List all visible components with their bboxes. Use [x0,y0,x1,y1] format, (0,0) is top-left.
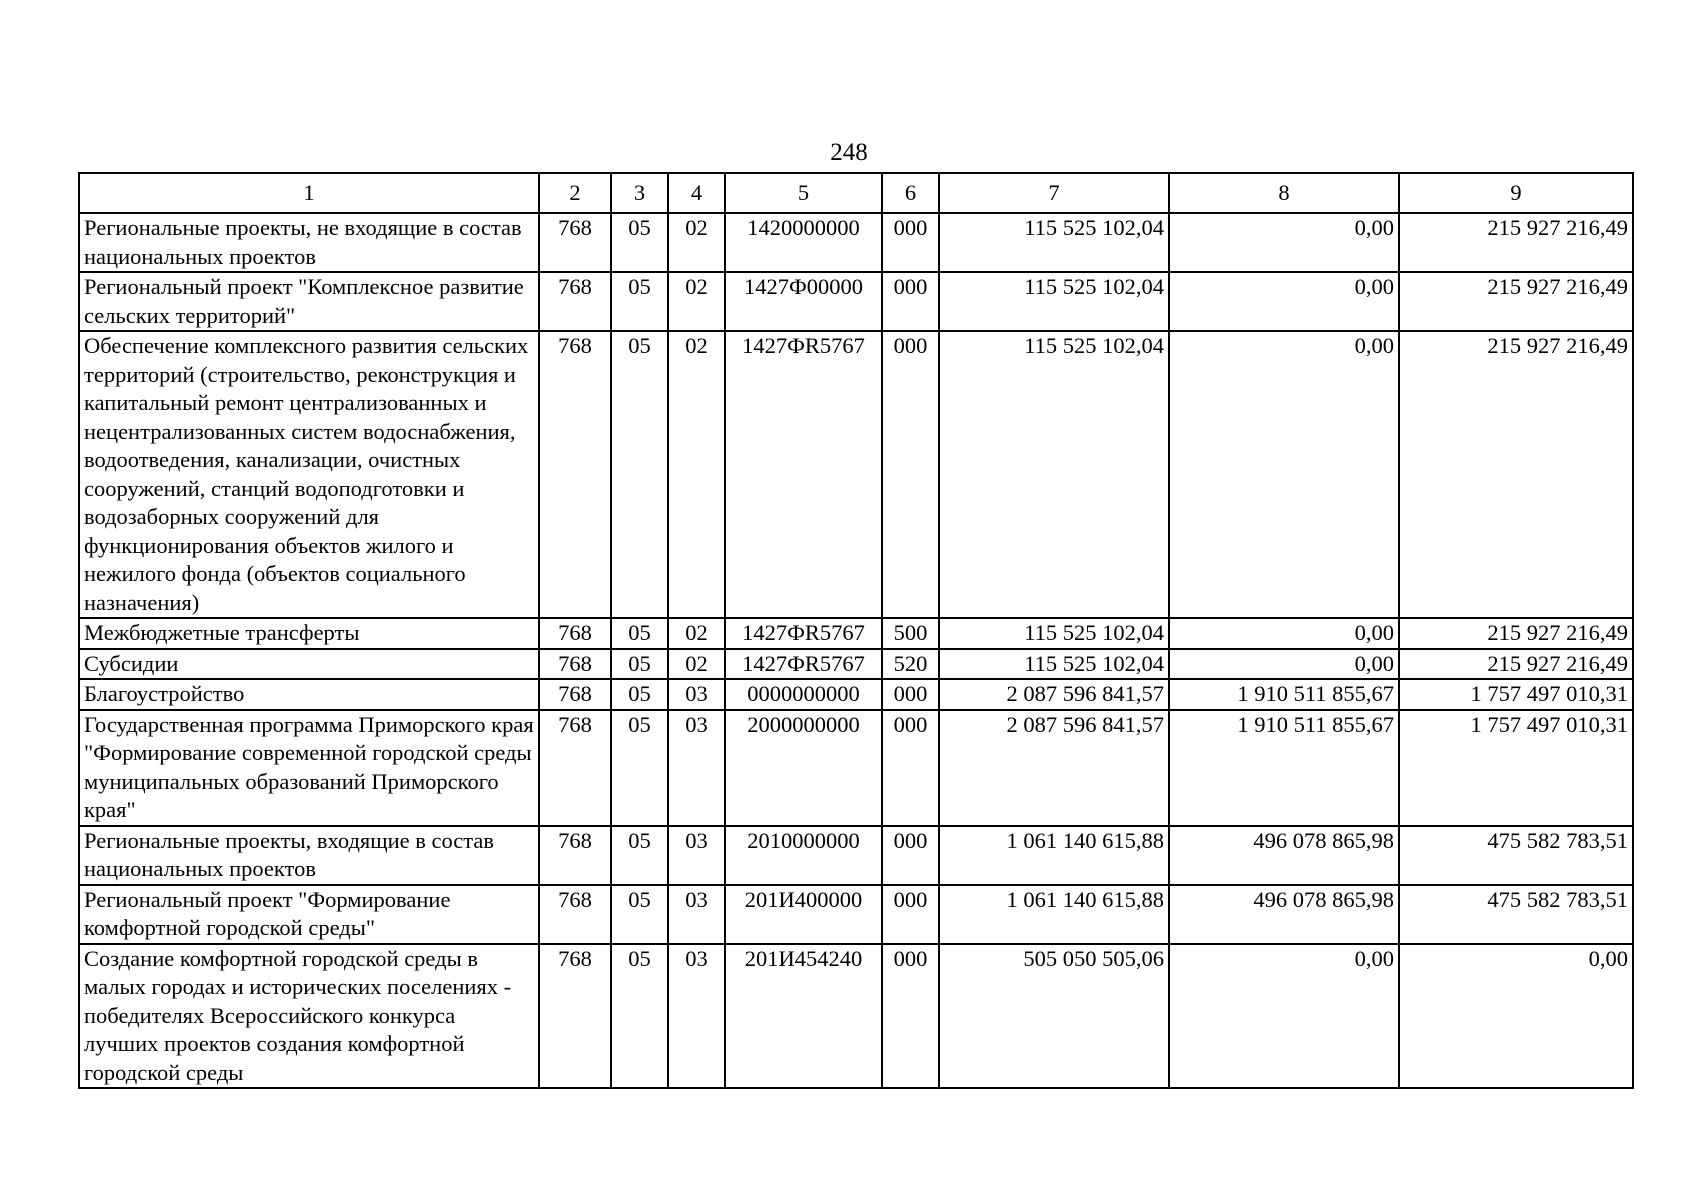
amount-cell: 0,00 [1169,213,1399,272]
code-cell: 1427ФR5767 [725,618,882,649]
amount-cell: 1 757 497 010,31 [1399,710,1633,826]
row-name: Региональный проект "Комплексное развитие сельских территорий" [79,272,539,331]
code-cell: 05 [611,944,668,1089]
code-cell: 1427ФR5767 [725,331,882,618]
code-cell: 500 [882,618,939,649]
amount-cell: 0,00 [1169,649,1399,680]
table-row [79,710,1633,826]
table-row [79,944,1633,1089]
code-cell: 02 [668,618,725,649]
code-cell: 05 [611,213,668,272]
code-cell: 000 [882,826,939,885]
row-name: Региональные проекты, не входящие в состав национальных проектов [79,213,539,272]
amount-cell: 115 525 102,04 [939,649,1169,680]
column-header: 2 [539,173,611,213]
table-row [79,826,1633,885]
column-header: 1 [79,173,539,213]
column-header: 3 [611,173,668,213]
amount-cell: 1 757 497 010,31 [1399,679,1633,710]
page-number: 248 [830,139,868,166]
column-header: 5 [725,173,882,213]
table-row [79,679,1633,710]
amount-cell: 1 910 511 855,67 [1169,679,1399,710]
code-cell: 05 [611,272,668,331]
amount-cell: 1 061 140 615,88 [939,885,1169,944]
row-name: Обеспечение комплексного развития сельских территорий (строительство, реконструкция и капитальный ремонт централизованных и нецентрализованных систем водоснабжения, водоотведения, канализации, очистных сооружений, станций водоподготовки и водозаборных сооружений для функционирования объектов жилого и нежилого фонда (объектов социального назначения) [79,331,539,618]
code-cell: 03 [668,710,725,826]
code-cell: 2010000000 [725,826,882,885]
row-name: Межбюджетные трансферты [79,618,539,649]
code-cell: 000 [882,272,939,331]
amount-cell: 0,00 [1169,272,1399,331]
table-row [79,331,1633,618]
code-cell: 2000000000 [725,710,882,826]
code-cell: 05 [611,331,668,618]
code-cell: 05 [611,710,668,826]
code-cell: 768 [539,944,611,1089]
budget-table [78,172,1634,1089]
code-cell: 05 [611,618,668,649]
table-row [79,885,1633,944]
code-cell: 201И400000 [725,885,882,944]
code-cell: 000 [882,710,939,826]
code-cell: 05 [611,826,668,885]
row-name: Субсидии [79,649,539,680]
code-cell: 768 [539,618,611,649]
amount-cell: 115 525 102,04 [939,272,1169,331]
column-header: 8 [1169,173,1399,213]
code-cell: 768 [539,213,611,272]
amount-cell: 2 087 596 841,57 [939,710,1169,826]
code-cell: 1427ФR5767 [725,649,882,680]
column-header: 6 [882,173,939,213]
code-cell: 02 [668,649,725,680]
code-cell: 02 [668,331,725,618]
code-cell: 768 [539,331,611,618]
code-cell: 03 [668,826,725,885]
code-cell: 05 [611,649,668,680]
code-cell: 768 [539,272,611,331]
code-cell: 0000000000 [725,679,882,710]
code-cell: 000 [882,885,939,944]
amount-cell: 115 525 102,04 [939,618,1169,649]
amount-cell: 0,00 [1169,331,1399,618]
code-cell: 1420000000 [725,213,882,272]
column-header: 4 [668,173,725,213]
row-name: Региональный проект "Формирование комфортной городской среды" [79,885,539,944]
amount-cell: 1 061 140 615,88 [939,826,1169,885]
row-name: Государственная программа Приморского края "Формирование современной городской среды муниципальных образований Приморского края" [79,710,539,826]
code-cell: 768 [539,885,611,944]
code-cell: 000 [882,213,939,272]
amount-cell: 496 078 865,98 [1169,885,1399,944]
code-cell: 000 [882,679,939,710]
column-header: 9 [1399,173,1633,213]
table-row [79,649,1633,680]
amount-cell: 115 525 102,04 [939,331,1169,618]
row-name: Создание комфортной городской среды в малых городах и исторических поселениях - победителях Всероссийского конкурса лучших проектов создания комфортной городской среды [79,944,539,1089]
code-cell: 03 [668,885,725,944]
amount-cell: 475 582 783,51 [1399,826,1633,885]
header-row [79,173,1633,213]
column-header: 7 [939,173,1169,213]
amount-cell: 215 927 216,49 [1399,618,1633,649]
amount-cell: 215 927 216,49 [1399,331,1633,618]
code-cell: 520 [882,649,939,680]
code-cell: 05 [611,885,668,944]
code-cell: 03 [668,679,725,710]
row-name: Региональные проекты, входящие в состав национальных проектов [79,826,539,885]
code-cell: 02 [668,272,725,331]
code-cell: 05 [611,679,668,710]
amount-cell: 115 525 102,04 [939,213,1169,272]
row-name: Благоустройство [79,679,539,710]
code-cell: 000 [882,331,939,618]
code-cell: 02 [668,213,725,272]
amount-cell: 215 927 216,49 [1399,649,1633,680]
amount-cell: 475 582 783,51 [1399,885,1633,944]
table-row [79,272,1633,331]
code-cell: 768 [539,826,611,885]
amount-cell: 0,00 [1399,944,1633,1089]
code-cell: 768 [539,710,611,826]
amount-cell: 496 078 865,98 [1169,826,1399,885]
code-cell: 03 [668,944,725,1089]
table-row [79,213,1633,272]
code-cell: 768 [539,649,611,680]
amount-cell: 505 050 505,06 [939,944,1169,1089]
amount-cell: 1 910 511 855,67 [1169,710,1399,826]
code-cell: 1427Ф00000 [725,272,882,331]
amount-cell: 215 927 216,49 [1399,272,1633,331]
table-row [79,618,1633,649]
amount-cell: 2 087 596 841,57 [939,679,1169,710]
amount-cell: 0,00 [1169,944,1399,1089]
amount-cell: 0,00 [1169,618,1399,649]
code-cell: 768 [539,679,611,710]
amount-cell: 215 927 216,49 [1399,213,1633,272]
code-cell: 000 [882,944,939,1089]
code-cell: 201И454240 [725,944,882,1089]
